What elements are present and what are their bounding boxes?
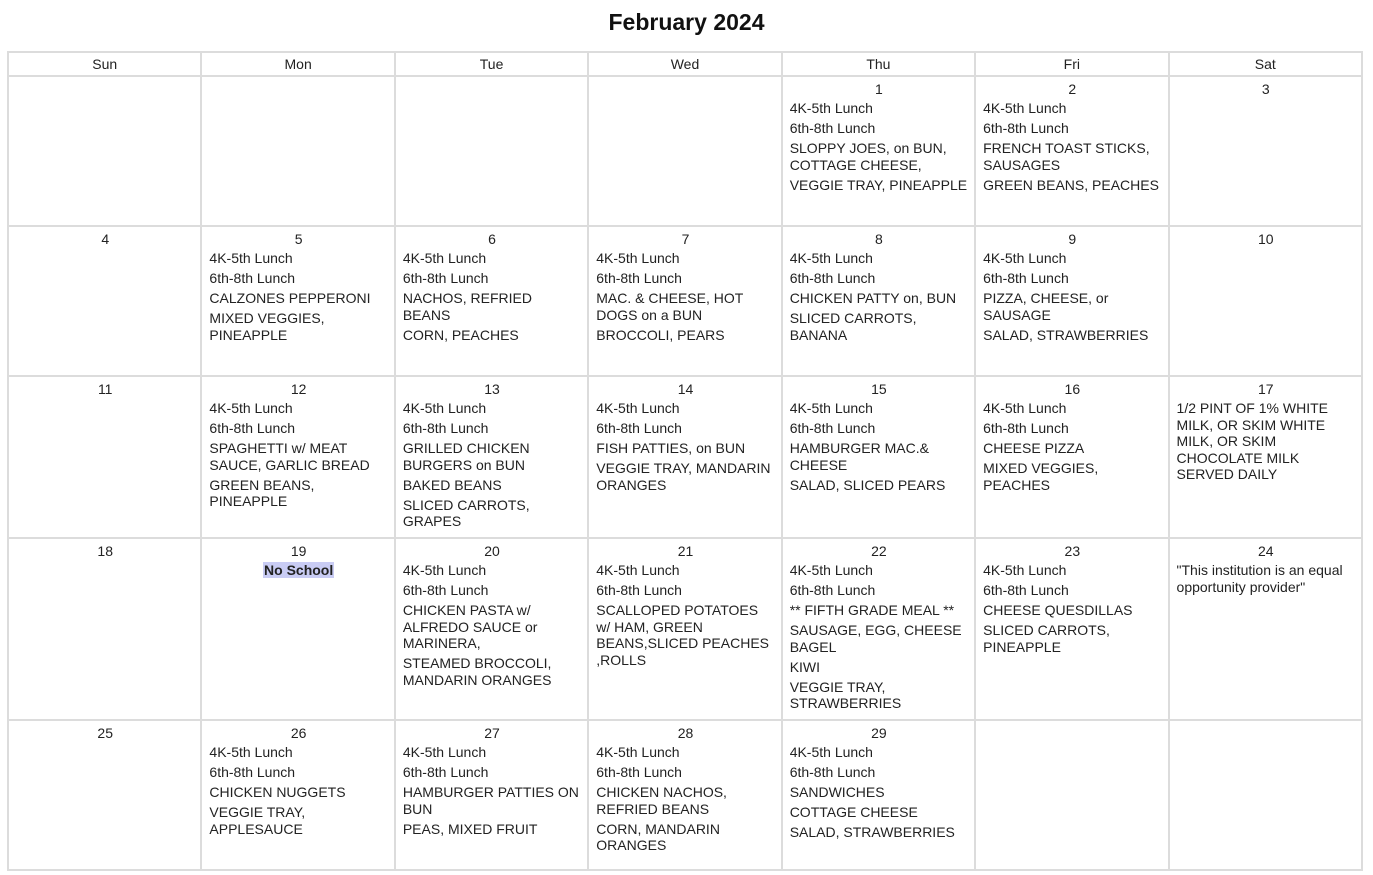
empty-day-cell — [201, 76, 394, 226]
day-number: 24 — [1257, 543, 1274, 559]
menu-line: 4K-5th Lunch — [209, 400, 293, 416]
day-cell[interactable] — [201, 226, 394, 376]
weekday-header: Mon — [201, 52, 394, 76]
empty-day-cell — [975, 720, 1168, 870]
day-number: 12 — [290, 381, 307, 397]
menu-line: 6th-8th Lunch — [402, 270, 489, 286]
menu-line: KIWI — [789, 658, 821, 675]
menu-line: 4K-5th Lunch — [596, 744, 680, 760]
menu-line: 6th-8th Lunch — [789, 764, 876, 780]
menu-line: ** FIFTH GRADE MEAL ** — [789, 602, 955, 618]
menu-line: 6th-8th Lunch — [983, 582, 1069, 598]
menu-line: SALAD, STRAWBERRIES — [983, 326, 1149, 343]
menu-line: 4K-5th Lunch — [402, 400, 487, 416]
menu-line: 6th-8th Lunch — [209, 270, 296, 286]
menu-line: COTTAGE CHEESE — [789, 804, 918, 820]
menu-line: 4K-5th Lunch — [983, 562, 1067, 578]
menu-line: VEGGIE TRAY, MANDARIN ORANGES — [596, 460, 771, 493]
menu-line: GRILLED CHICKEN BURGERS on BUN — [402, 440, 530, 473]
menu-line: 6th-8th Lunch — [209, 420, 296, 436]
menu-line: 6th-8th Lunch — [789, 420, 876, 436]
day-cell[interactable] — [395, 720, 588, 870]
day-cell[interactable] — [588, 376, 781, 538]
menu-line: 4K-5th Lunch — [789, 100, 873, 116]
day-number: 7 — [681, 231, 690, 247]
day-cell[interactable] — [1169, 226, 1362, 376]
menu-line: CHEESE PIZZA — [983, 440, 1085, 456]
day-cell[interactable] — [395, 226, 588, 376]
menu-line: SALAD, STRAWBERRIES — [789, 824, 955, 840]
empty-day-cell — [1169, 720, 1362, 870]
weekday-header: Thu — [782, 52, 975, 76]
no-school-note — [209, 562, 387, 579]
menu-line: 4K-5th Lunch — [596, 400, 680, 416]
day-number: 4 — [101, 231, 110, 247]
week-row — [8, 720, 1362, 870]
calendar-grid — [7, 51, 1363, 871]
menu-line: 4K-5th Lunch — [789, 744, 873, 760]
menu-line: SLICED CARROTS, BANANA — [789, 310, 917, 343]
week-row — [8, 376, 1362, 538]
menu-line: CHICKEN PATTY on, BUN — [789, 290, 957, 306]
day-number: 9 — [1068, 231, 1077, 247]
menu-line: 6th-8th Lunch — [983, 120, 1069, 136]
menu-line: 4K-5th Lunch — [596, 250, 680, 266]
day-cell[interactable] — [201, 720, 394, 870]
day-number: 26 — [290, 725, 307, 741]
day-cell[interactable] — [8, 720, 201, 870]
day-number: 28 — [677, 725, 694, 741]
day-number: 18 — [97, 543, 113, 559]
menu-line: BROCCOLI, PEARS — [596, 326, 725, 343]
menu-line: 4K-5th Lunch — [596, 562, 680, 578]
menu-line: HAMBURGER PATTIES ON BUN — [402, 784, 579, 817]
day-number: 2 — [1068, 81, 1077, 97]
day-number: 14 — [677, 381, 694, 397]
menu-line: CHICKEN NUGGETS — [209, 784, 346, 800]
menu-line: 6th-8th Lunch — [596, 582, 682, 598]
menu-line: CHEESE QUESDILLAS — [983, 602, 1133, 618]
menu-line: GREEN BEANS, PINEAPPLE — [209, 476, 315, 509]
menu-line: SALAD, SLICED PEARS — [789, 476, 946, 493]
menu-line: 4K-5th Lunch — [209, 744, 293, 760]
empty-day-cell — [8, 76, 201, 226]
day-number: 29 — [871, 725, 887, 741]
menu-line: 4K-5th Lunch — [402, 562, 487, 578]
day-cell[interactable] — [588, 226, 781, 376]
day-number: 6 — [488, 231, 496, 247]
day-cell[interactable] — [1169, 538, 1362, 720]
empty-day-cell — [588, 76, 781, 226]
day-cell[interactable] — [8, 376, 201, 538]
day-number: 17 — [1257, 381, 1274, 397]
day-cell[interactable] — [1169, 376, 1362, 538]
day-cell[interactable] — [782, 226, 975, 376]
day-cell[interactable] — [201, 538, 394, 720]
menu-line: MIXED VEGGIES, PINEAPPLE — [209, 310, 325, 343]
week-row — [8, 226, 1362, 376]
day-cell[interactable] — [395, 376, 588, 538]
menu-line: 6th-8th Lunch — [402, 582, 489, 598]
menu-line: BAKED BEANS — [402, 476, 502, 493]
menu-line: 4K-5th Lunch — [402, 250, 487, 266]
day-number: 1 — [875, 81, 883, 97]
menu-line: 6th-8th Lunch — [789, 270, 876, 286]
day-number: 3 — [1261, 81, 1270, 97]
menu-line: SLICED CARROTS, GRAPES — [402, 496, 530, 529]
menu-line: PEAS, MIXED FRUIT — [402, 820, 538, 837]
week-row — [8, 538, 1362, 720]
day-number: 27 — [484, 725, 500, 741]
day-number: 22 — [871, 543, 887, 559]
day-cell[interactable] — [782, 76, 975, 226]
day-number: 8 — [875, 231, 883, 247]
weekday-header: Sun — [8, 52, 201, 76]
weekday-header: Tue — [395, 52, 588, 76]
menu-line: SLICED CARROTS, PINEAPPLE — [983, 622, 1110, 655]
no-school-label: No School — [264, 562, 334, 578]
day-cell[interactable] — [975, 226, 1168, 376]
day-cell[interactable] — [975, 76, 1168, 226]
menu-line: 6th-8th Lunch — [596, 270, 682, 286]
menu-line: 6th-8th Lunch — [402, 420, 489, 436]
menu-line: STEAMED BROCCOLI, MANDARIN ORANGES — [402, 655, 552, 688]
menu-line: 1/2 PINT OF 1% WHITE MILK, OR SKIM WHITE MILK, OR SKIM CHOCOLATE MILK SERVED DAILY — [1176, 400, 1328, 482]
menu-line: HAMBURGER MAC.& CHEESE — [789, 440, 929, 473]
menu-line: NACHOS, REFRIED BEANS — [402, 290, 532, 323]
menu-line: VEGGIE TRAY, APPLESAUCE — [209, 804, 306, 837]
menu-line: 4K-5th Lunch — [983, 100, 1067, 116]
menu-line: PIZZA, CHEESE, or SAUSAGE — [983, 290, 1109, 323]
day-number: 20 — [484, 543, 500, 559]
day-number: 15 — [871, 381, 887, 397]
menu-line: MIXED VEGGIES, PEACHES — [983, 460, 1099, 493]
menu-line: 6th-8th Lunch — [402, 764, 489, 780]
day-cell[interactable] — [782, 720, 975, 870]
menu-line: SANDWICHES — [789, 784, 885, 800]
day-cell[interactable] — [1169, 76, 1362, 226]
menu-line: VEGGIE TRAY, PINEAPPLE — [789, 176, 968, 193]
menu-line: GREEN BEANS, PEACHES — [983, 176, 1159, 193]
weekday-header: Fri — [975, 52, 1168, 76]
day-cell[interactable] — [8, 226, 201, 376]
menu-line: CHICKEN PASTA w/ ALFREDO SAUCE or MARINERA, — [402, 602, 538, 651]
calendar-title: February 2024 — [608, 9, 765, 35]
menu-line: CORN, PEACHES — [402, 326, 519, 343]
menu-line: SCALLOPED POTATOES w/ HAM, GREEN BEANS,SLICED PEACHES ,ROLLS — [596, 602, 769, 668]
menu-line: 6th-8th Lunch — [596, 420, 682, 436]
day-cell[interactable] — [975, 538, 1168, 720]
empty-day-cell — [395, 76, 588, 226]
menu-line: 4K-5th Lunch — [209, 250, 293, 266]
day-number: 13 — [484, 381, 500, 397]
day-number: 16 — [1064, 381, 1081, 397]
menu-line: 4K-5th Lunch — [402, 744, 487, 760]
day-cell[interactable] — [201, 376, 394, 538]
menu-line: 4K-5th Lunch — [789, 250, 873, 266]
menu-line: CHICKEN NACHOS, REFRIED BEANS — [596, 784, 727, 817]
day-cell[interactable] — [782, 538, 975, 720]
day-number: 19 — [290, 543, 307, 559]
menu-line: MAC. & CHEESE, HOT DOGS on a BUN — [596, 290, 744, 323]
menu-line: 4K-5th Lunch — [789, 400, 873, 416]
menu-line: CORN, MANDARIN ORANGES — [596, 820, 720, 853]
menu-line: 6th-8th Lunch — [209, 764, 296, 780]
menu-line: 6th-8th Lunch — [596, 764, 682, 780]
menu-line: FISH PATTIES, on BUN — [596, 440, 746, 456]
menu-line: 6th-8th Lunch — [789, 120, 876, 136]
weekday-header-row — [8, 52, 1362, 76]
menu-line: 4K-5th Lunch — [983, 400, 1067, 416]
day-cell[interactable] — [782, 376, 975, 538]
day-number: 25 — [97, 725, 113, 741]
menu-line: 4K-5th Lunch — [789, 562, 873, 578]
menu-line: SLOPPY JOES, on BUN, COTTAGE CHEESE, — [789, 140, 947, 173]
menu-line: 6th-8th Lunch — [789, 582, 876, 598]
weekday-header: Sat — [1169, 52, 1362, 76]
menu-line: 4K-5th Lunch — [983, 250, 1067, 266]
day-cell[interactable] — [588, 538, 781, 720]
day-cell[interactable] — [588, 720, 781, 870]
menu-line: 6th-8th Lunch — [983, 270, 1069, 286]
day-cell[interactable] — [395, 538, 588, 720]
menu-line: SPAGHETTI w/ MEAT SAUCE, GARLIC BREAD — [209, 440, 370, 473]
menu-line: FRENCH TOAST STICKS, SAUSAGES — [983, 140, 1150, 173]
menu-line: CALZONES PEPPERONI — [209, 290, 371, 306]
menu-line: 6th-8th Lunch — [983, 420, 1069, 436]
day-number: 11 — [97, 381, 113, 397]
week-row — [8, 76, 1362, 226]
day-number: 5 — [294, 231, 303, 247]
day-number: 10 — [1257, 231, 1274, 247]
day-cell[interactable] — [975, 376, 1168, 538]
menu-line: SAUSAGE, EGG, CHEESE BAGEL — [789, 622, 962, 655]
day-number: 21 — [677, 543, 694, 559]
day-cell[interactable] — [8, 538, 201, 720]
menu-line: VEGGIE TRAY, STRAWBERRIES — [789, 678, 902, 711]
weekday-header: Wed — [588, 52, 781, 76]
menu-line: "This institution is an equal opportunity provider" — [1176, 562, 1343, 595]
day-number: 23 — [1064, 543, 1081, 559]
